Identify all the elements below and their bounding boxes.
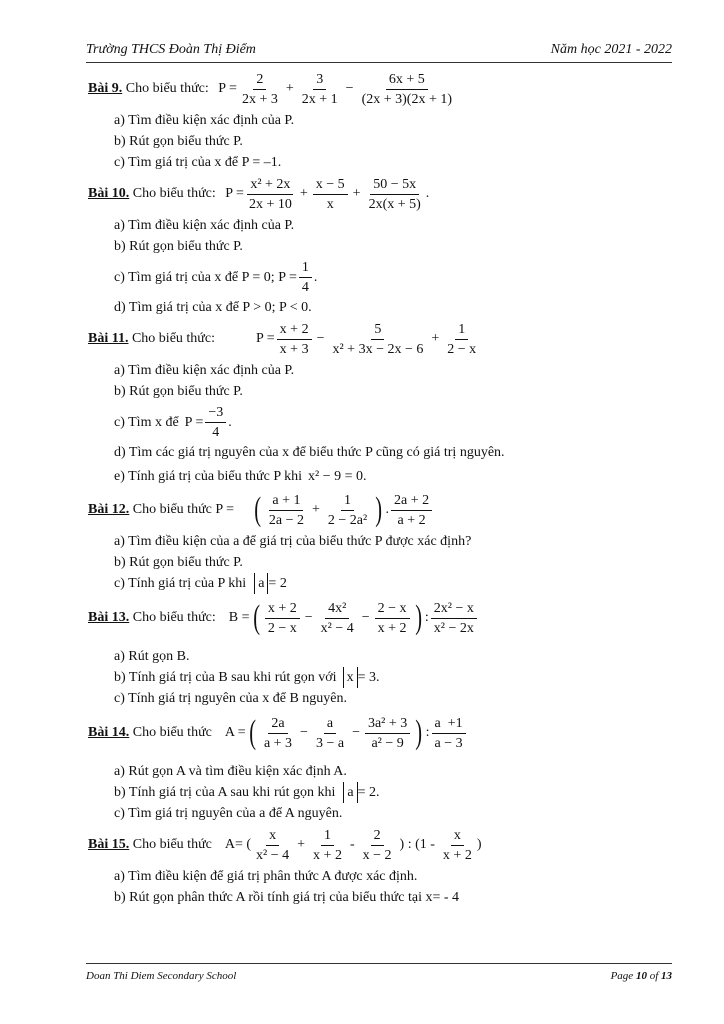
- expression: [251, 492, 435, 529]
- question-a: a) Rút gọn B.: [114, 649, 190, 664]
- problem-10: [88, 173, 678, 215]
- fraction: $\frac{1}{2 - x}$: [447, 321, 477, 357]
- punctuation: .: [313, 269, 318, 285]
- question-c: [88, 257, 678, 297]
- question-text: c) Tìm x để: [114, 414, 179, 430]
- problem-12: [88, 489, 678, 531]
- question-text: e) Tính giá trị của biểu thức P khi: [114, 468, 302, 484]
- fraction: $\frac{x + 2}{x + 3}$: [277, 321, 312, 358]
- operator: −: [316, 331, 325, 346]
- question-c: c) Tìm giá trị nguyên của a để A nguyên.: [114, 806, 343, 821]
- question-text-end: = 2.: [357, 785, 380, 800]
- question-a: a) Rút gọn A và tìm điều kiện xác định A.: [114, 764, 347, 779]
- left-paren: (: [253, 491, 261, 528]
- operator: −: [352, 725, 360, 740]
- expression: [225, 715, 468, 752]
- fraction: $\frac{x}{x + 2}$: [442, 827, 472, 863]
- question-b: b) Rút gọn phân thức A rồi tính giá trị của biểu thức tại x= - 4: [114, 890, 460, 905]
- operator: +: [297, 837, 306, 852]
- punctuation: .: [363, 468, 367, 484]
- problem-title: Bài 11.: [88, 331, 129, 346]
- absolute-value: a: [254, 573, 268, 594]
- problem-title: Bài 14.: [88, 725, 130, 740]
- problem-intro: Cho biểu thức:: [129, 186, 220, 201]
- fraction: $\frac{a +1}{a - 3}$: [432, 715, 466, 752]
- fraction: $\frac{2 - x}{x + 2}$: [375, 600, 410, 637]
- question-c: c) Tính giá trị nguyên của x để B nguyên.: [114, 691, 348, 706]
- fraction: $\frac{a}{3 - a}$: [315, 715, 345, 751]
- fraction: $\frac{a + 1}{2a - 2}$: [268, 492, 304, 528]
- fraction: $\frac{1}{\text{2 − 2a²}}$: [327, 492, 368, 528]
- problem-title: Bài 10.: [88, 186, 130, 201]
- fraction: $\frac{x + 2}{2 - x}$: [265, 600, 300, 637]
- school-name: Trường THCS Đoàn Thị Điểm: [86, 42, 256, 57]
- problem-intro: Cho biểu thức:: [128, 331, 250, 346]
- operator: :: [425, 725, 430, 740]
- question-a: a) Tìm điều kiện xác định của P.: [114, 113, 295, 128]
- problem-title: Bài 15.: [88, 837, 130, 852]
- operator: +: [285, 81, 294, 96]
- fraction: $\frac{2}{x - 2}$: [362, 827, 392, 863]
- operator: :: [424, 610, 429, 625]
- problem-intro: Cho biểu thức: [129, 837, 219, 852]
- question-b: [88, 667, 678, 688]
- punctuation: .: [228, 414, 232, 430]
- problem-intro: Cho biểu thức:: [129, 610, 223, 625]
- question-text: b) Tính giá trị của A sau khi rút gọn khi: [114, 785, 336, 800]
- right-paren: ): [415, 714, 423, 751]
- question-text-end: = 3.: [357, 670, 380, 685]
- expr-lhs: P =: [184, 414, 204, 430]
- fraction: $\frac{2}{2x + 3}$: [241, 71, 278, 107]
- fraction: $\frac{2a + 2}{a + 2}$: [391, 492, 432, 529]
- problem-15: [88, 824, 678, 866]
- absolute-value: a: [343, 782, 357, 803]
- question-a: a) Tìm điều kiện xác định của P.: [114, 218, 295, 233]
- operator: +: [352, 186, 361, 201]
- fraction: $\frac{-3}{4}$: [205, 404, 226, 441]
- punctuation: .: [425, 186, 430, 201]
- fraction: $\frac{1}{4}$: [299, 259, 312, 296]
- question-d: d) Tìm giá trị của x để P > 0; P < 0.: [114, 300, 312, 315]
- page-header: [86, 40, 672, 63]
- expression: [218, 71, 457, 108]
- expr-lhs: A= (: [224, 837, 252, 852]
- problem-intro: Cho biểu thức: [129, 725, 219, 740]
- right-paren: ): [375, 491, 383, 528]
- operator: -: [349, 837, 355, 852]
- question-b: b) Rút gọn biểu thức P.: [114, 384, 243, 399]
- expr-lhs: A =: [224, 725, 246, 740]
- expression: [225, 827, 482, 864]
- fraction: $\frac{1}{x + 2}$: [313, 827, 342, 863]
- problem-title: Bài 9.: [88, 81, 123, 96]
- operator: −: [304, 610, 313, 625]
- expression: [229, 600, 479, 637]
- expr-lhs: P =: [218, 81, 237, 96]
- left-paren: (: [252, 599, 260, 636]
- question-text: c) Tính giá trị của P khi: [114, 576, 247, 591]
- question-b: b) Rút gọn biểu thức P.: [114, 134, 243, 149]
- left-paren: (: [248, 714, 256, 751]
- question-text: c) Tìm giá trị của x để P = 0; P =: [114, 269, 297, 285]
- problem-9: [88, 68, 678, 110]
- question-a: a) Tìm điều kiện xác định của P.: [114, 363, 295, 378]
- question-c: [88, 573, 678, 594]
- question-text: b) Tính giá trị của B sau khi rút gọn với: [114, 670, 337, 685]
- fraction: $\frac{\text{4x²}}{\text{x² − 4}}$: [320, 600, 354, 636]
- question-a: a) Tìm điều kiện để giá trị phân thức A được xác định.: [114, 869, 418, 884]
- expr-lhs: P =: [225, 186, 244, 201]
- absolute-value: x: [343, 667, 358, 688]
- fraction: $\frac{5}{\text{x² + 3x − 2x − 6}}$: [332, 321, 424, 357]
- operator: +: [431, 331, 440, 346]
- fraction: $\frac{6x + 5}{(2x + 3)(2x + 1)}$: [361, 71, 453, 107]
- operator: +: [299, 186, 308, 201]
- question-text-end: = 2: [268, 576, 287, 591]
- footer-school: Doan Thi Diem Secondary School: [86, 970, 237, 982]
- operator: −: [345, 81, 354, 96]
- question-b: [88, 782, 678, 803]
- problem-14: [88, 709, 678, 757]
- problem-title: Bài 13.: [88, 610, 130, 625]
- operator: +: [311, 502, 320, 517]
- operator: −: [300, 725, 308, 740]
- expression: [225, 176, 429, 213]
- fraction: $\frac{2a}{a + 3}$: [263, 715, 293, 751]
- operator: .: [385, 502, 390, 517]
- question-a: a) Tìm điều kiện của a để giá trị của biểu thức P được xác định?: [114, 534, 472, 549]
- expr-lhs: P =: [256, 331, 275, 346]
- question-e: [88, 463, 678, 489]
- problem-title: Bài 12.: [88, 502, 130, 517]
- fraction: $\frac{\text{2x² − x}}{\text{x² − 2x}}$: [431, 600, 477, 637]
- fraction: $\frac{\text{x² + 2x}}{2x + 10}$: [248, 176, 292, 212]
- fraction: $\frac{x - 5}{x}$: [313, 176, 348, 213]
- document-body: [88, 66, 678, 908]
- right-paren: ): [476, 837, 482, 852]
- problem-intro: Cho biểu thức P =: [129, 502, 245, 517]
- operator: ) : (1 -: [399, 837, 435, 852]
- school-year: Năm học 2021 - 2022: [550, 42, 672, 57]
- equation: x² − 9 = 0: [308, 468, 363, 484]
- expr-lhs: B =: [228, 610, 250, 625]
- page-number: Page 10 of 13: [610, 970, 672, 982]
- question-d: d) Tìm các giá trị nguyên của x để biểu thức P cũng có giá trị nguyên.: [114, 445, 505, 460]
- fraction: $\frac{3}{2x + 1}$: [301, 71, 338, 107]
- page-footer: [86, 963, 672, 986]
- fraction: $\frac{x}{\text{x² − 4}}$: [256, 827, 290, 863]
- fraction: $\frac{50 - 5x}{2x(x + 5)}$: [368, 176, 421, 212]
- right-paren: ): [414, 599, 422, 636]
- question-b: b) Rút gọn biểu thức P.: [114, 239, 243, 254]
- expression: [256, 321, 481, 358]
- problem-11: [88, 318, 678, 360]
- question-b: b) Rút gọn biểu thức P.: [114, 555, 243, 570]
- problem-intro: Cho biểu thức:: [122, 81, 213, 96]
- question-c: [88, 402, 678, 442]
- problem-13: [88, 594, 678, 642]
- operator: −: [361, 610, 370, 625]
- fraction: $\frac{\text{3a² + 3}}{\text{a² − 9}}$: [365, 715, 410, 752]
- question-c: c) Tìm giá trị của x để P = –1.: [114, 155, 282, 170]
